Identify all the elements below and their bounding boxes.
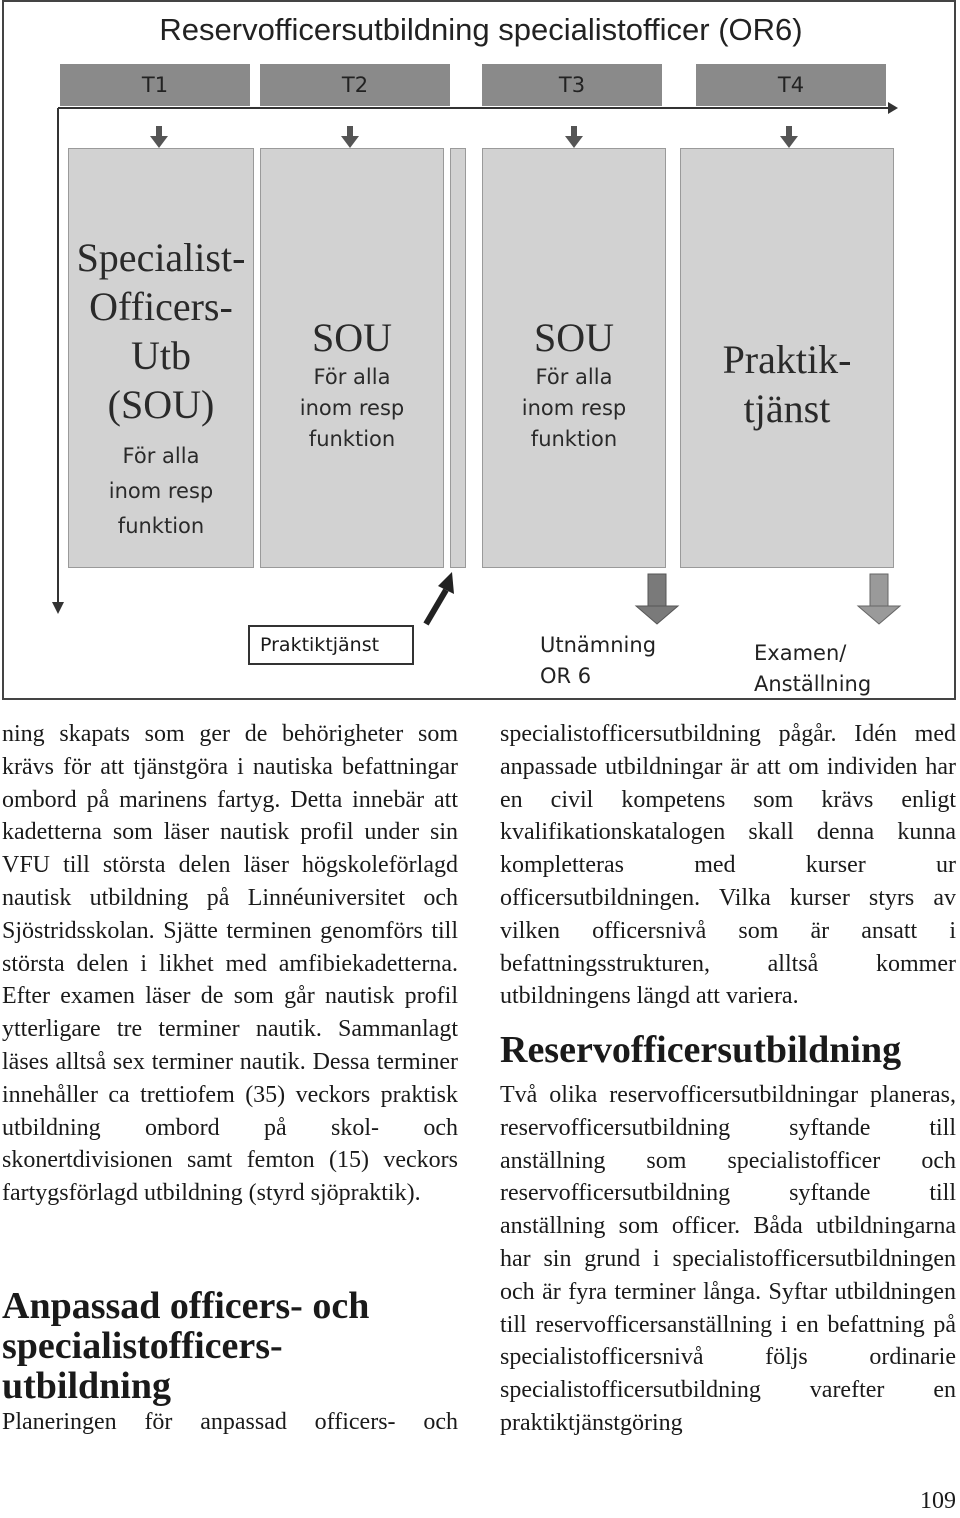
diagram-title: Reservofficersutbildning specialistofficer (OR6) [159, 12, 803, 47]
column-1-sub: För alla inom resp funktion [108, 444, 214, 538]
left-paragraph-2: Planeringen för anpassad officers- och [2, 1409, 458, 1435]
small-down-arrows [150, 126, 798, 148]
column-2-sub: För alla inom resp funktion [299, 365, 405, 451]
left-paragraph-1: ning skapats som ger de behörigheter som krävs för att tjänstgöra i nautiska befattningar ombord på marinens fartyg. Detta innebär att kadetterna som läser nautisk profil under sin VFU till största delen läser högskoleförlagd nautisk utbildning på Linnéuniversitet och Sjöstridsskolan. Sjätte terminen genomförs till största delen i likhet med amfibiekadetterna. Efter examen läser de som går nautisk profil ytterligare tre terminer nautik. Sammanlagt läses alltså sex terminer nautik. Dessa terminer innehåller ca trettiofem (35) veckors praktisk utbildning ombord på skol- och skonertdivisionen samt femton (15) veckors fartygsförlagd utbildning (styrd sjöpraktik). [2, 721, 458, 1207]
left-column-text [2, 718, 458, 1210]
training-diagram [2, 0, 956, 700]
term-t2: T2 [260, 64, 450, 106]
right-heading: Reservofficersutbildning [500, 1029, 902, 1071]
right-paragraph-2: Två olika reservofficersutbildningar planeras, reservofficersutbildning syftande till anställning som specialistofficer och reservofficersutbildning syftande till anställning som officer. Båda utbildningarna har sin grund i specialistofficersutbildningen och är fyra terminer långa. Syftar utbildningen till reservofficersanställning i en befattning på specialistofficersnivå följs ordinarie specialistofficersutbildning varefter en praktiktjänstgöring [500, 1082, 956, 1436]
column-1-main: Specialist- Officers- Utb (SOU) [76, 235, 246, 427]
left-down-arrowhead-icon [52, 602, 64, 614]
big-down-arrow-examen-icon [858, 574, 900, 624]
column-2-main: SOU [311, 315, 393, 360]
left-heading: Anpassad officers- och specialistofficers- utbildning [2, 1285, 370, 1407]
left-paragraph-2-container [2, 1406, 458, 1439]
term-t1: T1 [60, 64, 250, 106]
column-3-main: SOU [533, 315, 615, 360]
diagonal-arrow-line [426, 590, 446, 624]
right-paragraph-2-container [500, 1079, 956, 1440]
column-4-main: Praktik- tjänst [722, 337, 852, 431]
big-down-arrow-utnamning-icon [636, 574, 678, 624]
term-t3: T3 [482, 64, 662, 106]
page-number: 109 [920, 1488, 956, 1514]
diagram-arrows [4, 2, 958, 702]
column-3-sub: För alla inom resp funktion [521, 365, 627, 451]
utnamning-label: Utnämning OR 6 [540, 633, 657, 688]
praktiktjanst-label-box: Praktiktjänst [248, 625, 414, 665]
timeline-arrowhead-icon [888, 102, 898, 114]
right-paragraph-1: specialistofficersutbildning pågår. Idén med anpassade utbildningar är att om individen har en civil kompetens som krävs enligt kvalifikationskatalogen skall denna kunna kompletteras med kurser ur officersutbildningen. Vilka kurser styrs av vilken officersnivå som är ansatt i befattningsstrukturen, alltså kommer utbildningens längd att variera. [500, 721, 956, 1010]
term-t4: T4 [696, 64, 886, 106]
right-column-text [500, 718, 956, 1013]
examen-label: Examen/ Anställning [754, 641, 872, 696]
